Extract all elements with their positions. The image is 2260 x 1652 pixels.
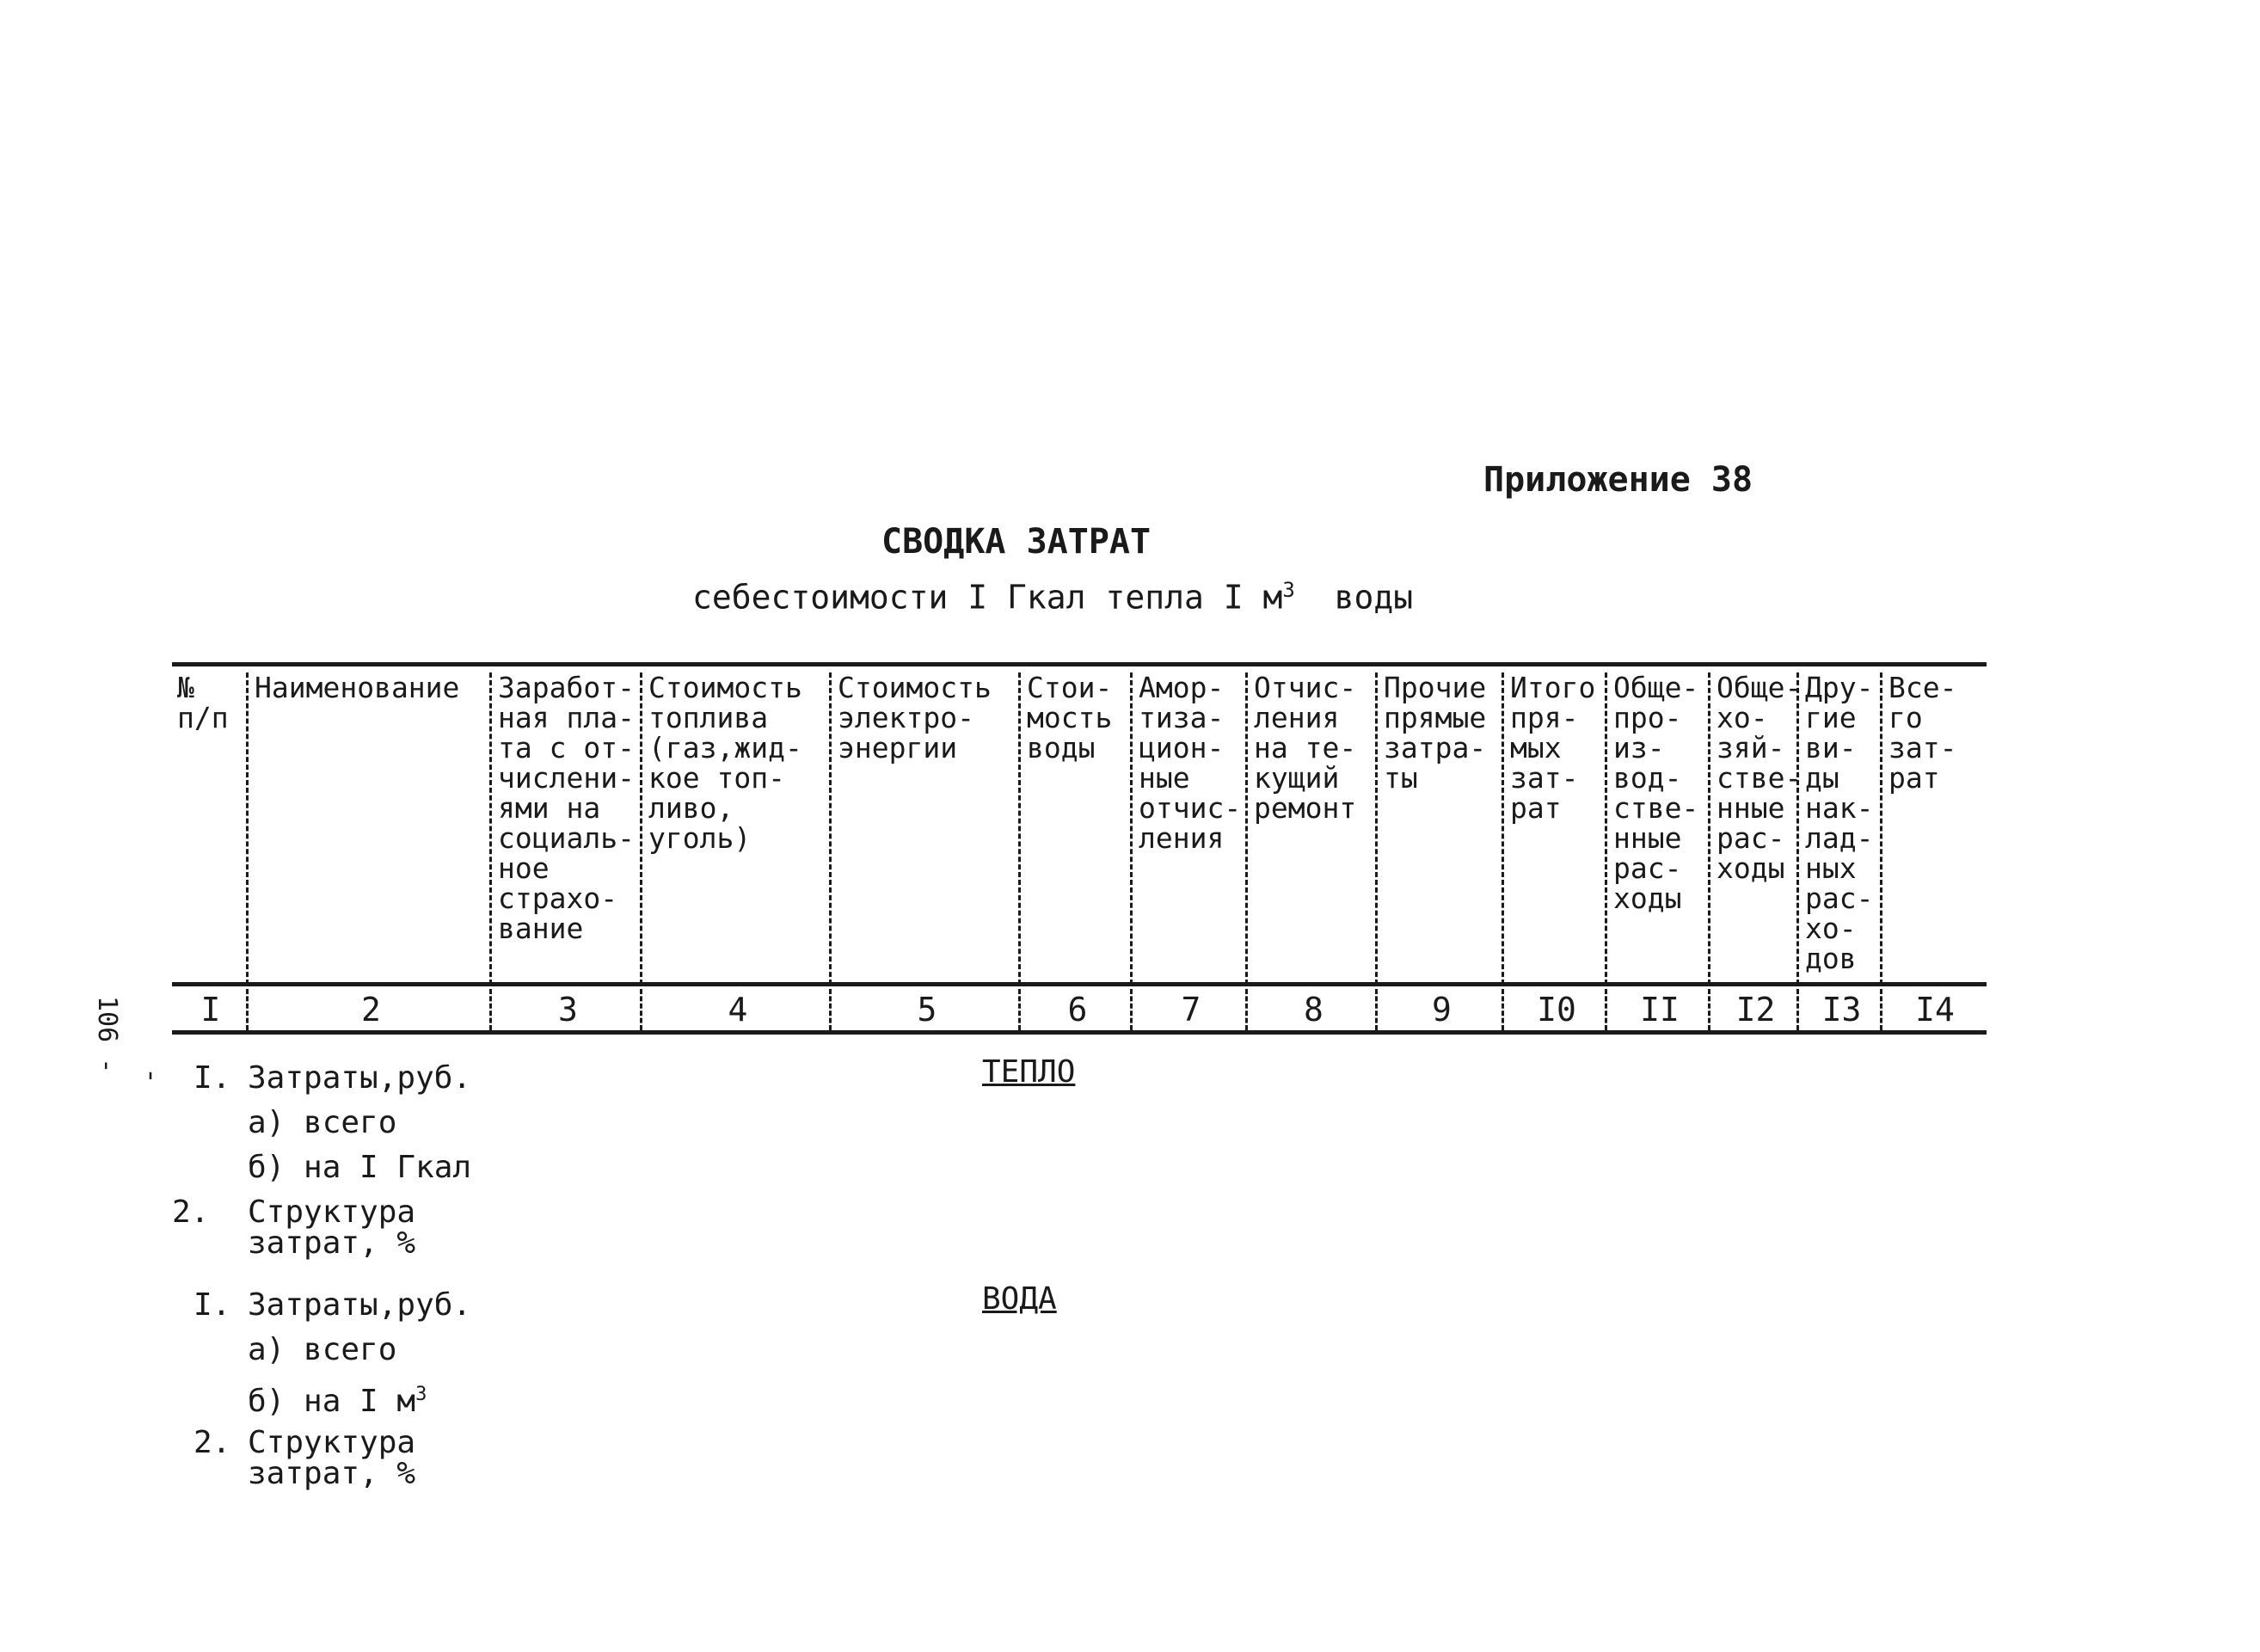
water-item-3-label (248, 1379, 427, 1417)
table-num-divider (1708, 989, 1710, 1030)
table-num-divider (640, 989, 642, 1030)
table-header-col-8: Отчис- ления на те- кущий ремонт (1254, 671, 1357, 825)
table-col-divider (1018, 672, 1021, 985)
table-colnum-3: 3 (558, 991, 578, 1029)
table-colnum-13: I3 (1821, 991, 1862, 1029)
table-header-col-6: Стои- мость воды (1027, 671, 1113, 765)
subtitle-text: себестоимости I Гкал тепла I м (692, 578, 1283, 617)
table-bottom-rule (172, 1030, 1987, 1035)
table-header-col-2: Наименование (255, 671, 460, 704)
side-page-mark: 106 - (92, 996, 122, 1074)
table-col-divider (1605, 672, 1607, 985)
table-num-divider (829, 989, 832, 1030)
table-colnum-11: II (1640, 991, 1680, 1029)
table-num-divider (1502, 989, 1504, 1030)
side-tick: ' (143, 1068, 159, 1098)
table-num-divider (1796, 989, 1799, 1030)
table-header-col-3: Заработ- ная пла- та с от- числени- ями на социаль- ное страхо- вание (498, 671, 635, 945)
table-colnum-9: 9 (1432, 991, 1452, 1029)
table-colnum-1: I (200, 991, 221, 1029)
page-title: СВОДКА ЗАТРАТ (881, 522, 1151, 562)
page-subtitle (692, 578, 1413, 617)
table-col-divider (1796, 672, 1799, 985)
table-col-divider (640, 672, 642, 985)
water-item-4-label: Структура затрат, % (248, 1425, 416, 1491)
table-num-divider (1130, 989, 1133, 1030)
table-header-col-7: Амор- тиза- цион- ные отчис- ления (1139, 671, 1242, 855)
water-item-3-sup: 3 (415, 1384, 427, 1405)
table-num-divider (1880, 989, 1882, 1030)
table-header-col-14: Все- го зат- рат (1888, 671, 1957, 795)
table-col-divider (1880, 672, 1882, 985)
table-header-col-5: Стоимость электро- энергии (838, 671, 992, 765)
table-num-divider (1605, 989, 1607, 1030)
heat-item-1-label: Затраты,руб. (248, 1060, 472, 1096)
heat-item-1-num: I. (193, 1060, 231, 1096)
table-colnum-7: 7 (1181, 991, 1201, 1029)
table-num-divider (246, 989, 249, 1030)
table-header-rule (172, 982, 1987, 986)
table-header-col-11: Обще- про- из- вод- стве- нные рас- ходы (1613, 671, 1699, 915)
heat-item-4-num: 2. (172, 1194, 210, 1230)
section-heat-title: ТЕПЛО (982, 1054, 1076, 1090)
table-header-col-12: Обще- хо- зяй- стве- нные рас- ходы (1716, 671, 1802, 885)
table-colnum-14: I4 (1915, 991, 1955, 1029)
table-num-divider (1375, 989, 1378, 1030)
heat-item-4-label: Структура затрат, % (248, 1194, 416, 1261)
table-col-divider (1245, 672, 1248, 985)
table-col-divider (1130, 672, 1133, 985)
table-colnum-10: I0 (1537, 991, 1576, 1029)
section-water-title: ВОДА (982, 1281, 1057, 1317)
water-item-3-text: б) на I м (248, 1384, 416, 1419)
water-item-1-num: I. (193, 1287, 231, 1323)
table-colnum-4: 4 (728, 991, 748, 1029)
table-col-divider (246, 672, 249, 985)
subtitle-sup: 3 (1282, 578, 1295, 602)
table-num-divider (1245, 989, 1248, 1030)
appendix-label: Приложение 38 (1483, 460, 1753, 500)
table-header-col-4: Стоимость топлива (газ,жид- кое топ- ливо, уголь) (648, 671, 802, 855)
table-header-col-9: Прочие прямые затра- ты (1384, 671, 1487, 795)
table-col-divider (489, 672, 492, 985)
table-colnum-8: 8 (1304, 991, 1323, 1029)
table-header-col-1: № п/п (177, 671, 229, 734)
table-colnum-6: 6 (1067, 991, 1088, 1029)
table-col-divider (1375, 672, 1378, 985)
table-num-divider (1018, 989, 1021, 1030)
table-top-rule (172, 662, 1987, 666)
table-colnum-2: 2 (361, 991, 381, 1029)
heat-item-2-label: а) всего (248, 1105, 397, 1140)
water-item-4-num: 2. (193, 1425, 231, 1460)
subtitle-tail: воды (1334, 578, 1414, 617)
water-item-2-label: а) всего (248, 1332, 397, 1367)
table-col-divider (829, 672, 832, 985)
water-item-1-label: Затраты,руб. (248, 1287, 472, 1323)
table-col-divider (1708, 672, 1710, 985)
table-num-divider (489, 989, 492, 1030)
table-col-divider (1502, 672, 1504, 985)
heat-item-3-label: б) на I Гкал (248, 1150, 472, 1185)
table-header-col-10: Итого пря- мых зат- рат (1510, 671, 1596, 825)
table-colnum-12: I2 (1735, 991, 1776, 1029)
table-header-col-13: Дру- гие ви- ды нак- лад- ных рас- хо- дов (1805, 671, 1874, 975)
table-colnum-5: 5 (917, 991, 937, 1029)
